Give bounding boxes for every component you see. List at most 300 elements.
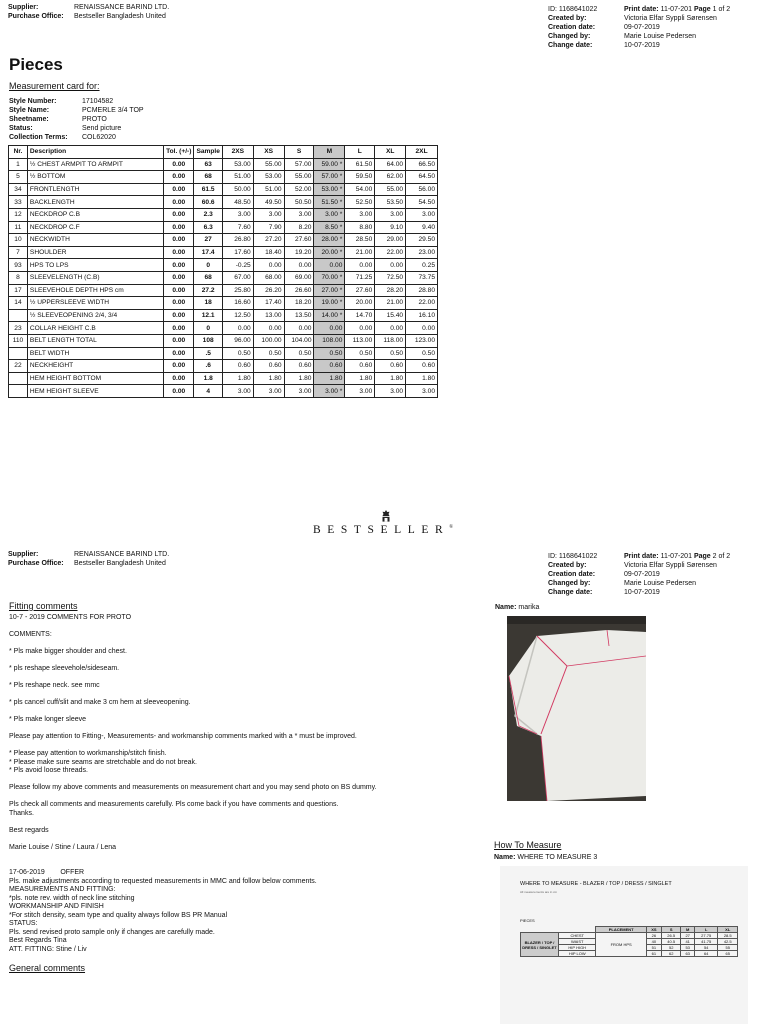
- cell-v2xl: 64.50: [406, 171, 438, 184]
- table-row: [9, 234, 438, 247]
- htm-cell: 51: [646, 945, 661, 951]
- cell-desc: SLEEVELENGTH (C.B): [27, 271, 163, 284]
- fitting-comments-text: 10-7 - 2019 COMMENTS FOR PROTO COMMENTS: * Pls make bigger shoulder and chest. * pls reshape sleevehole/sideseam. * Pls reshape neck. see mmc * pls cancel cuff/slit and make 3 cm hem at sleeveopening. * Pls make longer sleeve Please pay attention to Fitting-, Measurements- and workmanship comments marked with a * must be improved. * Please pay attention to workmanship/stitch finish. * Please make sure seams are stretchable and do not break. * Pls avoid loose threads. Please follow my above comments and measurements on measurement chart and you may send photo on BS dummy. Pls check all comments and measurements carefully. Pls come back if you have comments and questions. Thanks. Best regards Marie Louise / Stine / Laura / Lena 17-06-2019 OFFER Pls. make adjustments according to requested measurements in MMC and follow below comments. MEASUREMENTS AND FITTING: *pls. note rev. width of neck line stitching WORKMANSHIP AND FINISH *For stitch density, seam type and quality always follow BS PR Manual STATUS: Pls. send revised proto sample only if changes are carefully made. Best Regards Tina ATT. FITTING: Stine / Liv: [9, 614, 377, 953]
- cell-v2xl: 28.80: [406, 284, 438, 297]
- htm-size-header: XS: [646, 927, 661, 933]
- cell-nr: 10: [9, 234, 28, 247]
- cell-desc: NECKDROP C.B: [27, 208, 163, 221]
- table-row: [9, 360, 438, 373]
- cell-v2xs: 12.50: [222, 309, 253, 322]
- htm-placement-value: FROM HPS: [596, 933, 646, 957]
- cell-vl: 54.00: [345, 183, 375, 196]
- cell-vm: 59.00 *: [314, 158, 345, 171]
- htm-cell: 28.5: [718, 933, 738, 939]
- cell-tol: 0.00: [164, 183, 194, 196]
- how-to-measure-card: [500, 866, 748, 1024]
- column-header: Description: [27, 146, 163, 159]
- cell-vxl: 22.00: [375, 246, 406, 259]
- cell-v2xl: 16.10: [406, 309, 438, 322]
- cell-v2xs: 48.50: [222, 196, 253, 209]
- cell-desc: ½ BOTTOM: [27, 171, 163, 184]
- cell-nr: [9, 347, 28, 360]
- supplier-label: Supplier:: [8, 551, 39, 558]
- cell-vxl: 118.00: [375, 334, 406, 347]
- cell-vm: 14.00 *: [314, 309, 345, 322]
- htm-cell: 27: [681, 933, 694, 939]
- cell-vl: 0.00: [345, 322, 375, 335]
- photo-name-row: [495, 603, 539, 612]
- cell-vl: 28.50: [345, 234, 375, 247]
- cell-v2xl: 54.50: [406, 196, 438, 209]
- cell-v2xs: 3.00: [222, 208, 253, 221]
- cell-tol: 0.00: [164, 158, 194, 171]
- htm-size-header: M: [681, 927, 694, 933]
- style-info-label: Style Name:: [9, 107, 50, 114]
- cell-vxl: 72.50: [375, 271, 406, 284]
- cell-vxs: 100.00: [253, 334, 284, 347]
- print-date-value: 11-07-201: [660, 6, 692, 13]
- cell-sample: .5: [194, 347, 222, 360]
- cell-v2xl: 73.75: [406, 271, 438, 284]
- cell-v2xs: 96.00: [222, 334, 253, 347]
- supplier-value: RENAISSANCE BARIND LTD.: [74, 551, 170, 558]
- style-info-label: Status:: [9, 125, 33, 132]
- cell-tol: 0.00: [164, 284, 194, 297]
- cell-v2xs: 51.00: [222, 171, 253, 184]
- htm-row-name: WAIST: [559, 939, 596, 945]
- cell-v2xl: 3.00: [406, 385, 438, 398]
- purchase-office-label: Purchase Office:: [8, 560, 64, 567]
- cell-sample: 0: [194, 322, 222, 335]
- cell-vm: 57.00 *: [314, 171, 345, 184]
- cell-desc: BACKLENGTH: [27, 196, 163, 209]
- cell-nr: [9, 372, 28, 385]
- cell-nr: 93: [9, 259, 28, 272]
- htm-cell: 27.75: [694, 933, 718, 939]
- htm-row-name: HIP LOW: [559, 951, 596, 957]
- cell-vs: 57.00: [284, 158, 314, 171]
- cell-tol: 0.00: [164, 196, 194, 209]
- cell-v2xl: 0.25: [406, 259, 438, 272]
- cell-vm: 3.00 *: [314, 385, 345, 398]
- cell-vm: 0.50: [314, 347, 345, 360]
- cell-vxl: 0.50: [375, 347, 406, 360]
- cell-nr: 17: [9, 284, 28, 297]
- cell-nr: [9, 385, 28, 398]
- cell-sample: 68: [194, 271, 222, 284]
- supplier-value: RENAISSANCE BARIND LTD.: [74, 4, 170, 11]
- column-header: XL: [375, 146, 406, 159]
- meta-label: Creation date:: [548, 24, 596, 31]
- meta-value: 10-07-2019: [624, 589, 660, 596]
- cell-v2xl: 9.40: [406, 221, 438, 234]
- cell-nr: 33: [9, 196, 28, 209]
- cell-vxs: 26.20: [253, 284, 284, 297]
- meta-value: 09-07-2019: [624, 571, 660, 578]
- cell-sample: 17.4: [194, 246, 222, 259]
- cell-vxs: 68.00: [253, 271, 284, 284]
- cell-vs: 1.80: [284, 372, 314, 385]
- cell-vm: 1.80: [314, 372, 345, 385]
- meta-value: Marie Louise Pedersen: [624, 33, 696, 40]
- cell-vxl: 1.80: [375, 372, 406, 385]
- cell-tol: 0.00: [164, 259, 194, 272]
- cell-v2xs: 25.80: [222, 284, 253, 297]
- htm-cell: 55: [718, 945, 738, 951]
- print-date-value: 11-07-201: [660, 553, 692, 560]
- cell-v2xl: 3.00: [406, 208, 438, 221]
- table-row: [9, 158, 438, 171]
- cell-v2xl: 123.00: [406, 334, 438, 347]
- document-id: ID: 1168641022: [548, 6, 598, 13]
- cell-vxl: 0.60: [375, 360, 406, 373]
- cell-vxl: 9.10: [375, 221, 406, 234]
- purchase-office-value: Bestseller Bangladesh United: [74, 13, 166, 20]
- cell-sample: 61.5: [194, 183, 222, 196]
- table-header-row: [9, 146, 438, 159]
- cell-vs: 26.60: [284, 284, 314, 297]
- cell-vs: 55.00: [284, 171, 314, 184]
- cell-v2xs: 0.60: [222, 360, 253, 373]
- cell-nr: 12: [9, 208, 28, 221]
- cell-vl: 113.00: [345, 334, 375, 347]
- cell-v2xs: 67.00: [222, 271, 253, 284]
- cell-vm: 0.60: [314, 360, 345, 373]
- cell-vs: 18.20: [284, 297, 314, 310]
- cell-vxl: 62.00: [375, 171, 406, 184]
- cell-vm: 51.50 *: [314, 196, 345, 209]
- table-row: [9, 372, 438, 385]
- table-row: [9, 297, 438, 310]
- cell-vm: 70.00 *: [314, 271, 345, 284]
- column-header: L: [345, 146, 375, 159]
- fitting-comments-heading: Fitting comments: [9, 601, 78, 611]
- table-row: [9, 271, 438, 284]
- meta-label: Change date:: [548, 589, 593, 596]
- cell-sample: 68: [194, 171, 222, 184]
- table-row: [9, 183, 438, 196]
- how-to-measure-card-sub: All measurements are in cm: [520, 890, 558, 894]
- htm-cell: 40.5: [661, 939, 681, 945]
- meta-label: Changed by:: [548, 33, 591, 40]
- column-header: Tol. (+/-): [164, 146, 194, 159]
- cell-vxs: 1.80: [253, 372, 284, 385]
- column-header: Sample: [194, 146, 222, 159]
- cell-desc: BELT LENGTH TOTAL: [27, 334, 163, 347]
- style-info-value: PCMERLE 3/4 TOP: [82, 107, 144, 114]
- cell-vl: 14.70: [345, 309, 375, 322]
- htm-cell: 62: [661, 951, 681, 957]
- cell-vs: 0.60: [284, 360, 314, 373]
- cell-nr: 14: [9, 297, 28, 310]
- cell-vl: 8.80: [345, 221, 375, 234]
- how-to-measure-name-label: Name:: [494, 854, 516, 861]
- cell-v2xl: 29.50: [406, 234, 438, 247]
- cell-vl: 59.50: [345, 171, 375, 184]
- cell-v2xs: 16.60: [222, 297, 253, 310]
- meta-value: Marie Louise Pedersen: [624, 580, 696, 587]
- table-row: [9, 246, 438, 259]
- cell-vxl: 28.20: [375, 284, 406, 297]
- cell-vm: 8.50 *: [314, 221, 345, 234]
- table-row: [9, 334, 438, 347]
- cell-vxl: 21.00: [375, 297, 406, 310]
- page2-supplier-block: [8, 550, 169, 568]
- cell-v2xl: 23.00: [406, 246, 438, 259]
- cell-desc: SLEEVEHOLE DEPTH HPS cm: [27, 284, 163, 297]
- cell-v2xs: 50.00: [222, 183, 253, 196]
- garment-photo: [507, 616, 646, 801]
- cell-nr: 5: [9, 171, 28, 184]
- style-info-label: Sheetname:: [9, 116, 49, 123]
- cell-sample: 27.2: [194, 284, 222, 297]
- cell-nr: 8: [9, 271, 28, 284]
- cell-nr: 11: [9, 221, 28, 234]
- brand-logo: BESTSELLER®: [313, 524, 454, 536]
- cell-vxs: 0.00: [253, 322, 284, 335]
- cell-tol: 0.00: [164, 171, 194, 184]
- meta-value: 09-07-2019: [624, 24, 660, 31]
- cell-v2xl: 0.60: [406, 360, 438, 373]
- cell-vs: 0.00: [284, 259, 314, 272]
- cell-tol: 0.00: [164, 334, 194, 347]
- cell-vxl: 3.00: [375, 208, 406, 221]
- cell-nr: [9, 309, 28, 322]
- page-title: Pieces: [9, 55, 63, 74]
- cell-sample: 60.6: [194, 196, 222, 209]
- table-row: [9, 385, 438, 398]
- how-to-measure-name-value: WHERE TO MEASURE 3: [517, 854, 598, 861]
- cell-vxs: 27.20: [253, 234, 284, 247]
- column-header: Nr.: [9, 146, 28, 159]
- style-info-block: [9, 97, 144, 142]
- cell-vs: 104.00: [284, 334, 314, 347]
- how-to-measure-card-heading: WHERE TO MEASURE - BLAZER / TOP / DRESS / SINGLET: [520, 881, 672, 887]
- style-info-label: Style Number:: [9, 98, 57, 105]
- cell-vm: 108.00: [314, 334, 345, 347]
- cell-tol: 0.00: [164, 221, 194, 234]
- how-to-measure-table: [520, 926, 738, 957]
- cell-vs: 3.00: [284, 208, 314, 221]
- cell-tol: 0.00: [164, 385, 194, 398]
- cell-vxs: 0.50: [253, 347, 284, 360]
- cell-vm: 0.00: [314, 259, 345, 272]
- cell-tol: 0.00: [164, 360, 194, 373]
- cell-vxs: 3.00: [253, 385, 284, 398]
- table-row: [9, 196, 438, 209]
- style-info-value: 17104582: [82, 98, 114, 105]
- cell-tol: 0.00: [164, 347, 194, 360]
- htm-row-name: HIP HIGH: [559, 945, 596, 951]
- cell-vs: 0.50: [284, 347, 314, 360]
- meta-label: Created by:: [548, 15, 587, 22]
- cell-vxl: 53.50: [375, 196, 406, 209]
- htm-cell: 42.5: [718, 939, 738, 945]
- meta-label: Created by:: [548, 562, 587, 569]
- cell-vl: 61.50: [345, 158, 375, 171]
- cell-v2xl: 56.00: [406, 183, 438, 196]
- cell-vl: 52.50: [345, 196, 375, 209]
- cell-vl: 1.80: [345, 372, 375, 385]
- cell-vs: 3.00: [284, 385, 314, 398]
- page-number: 2 of 2: [712, 553, 731, 560]
- htm-size-header: XL: [718, 927, 738, 933]
- style-info-value: PROTO: [82, 116, 107, 123]
- cell-sample: 27: [194, 234, 222, 247]
- htm-cell: 40: [646, 939, 661, 945]
- cell-vl: 0.60: [345, 360, 375, 373]
- cell-tol: 0.00: [164, 208, 194, 221]
- meta-value: Victoria Elfar Syppli Sørensen: [624, 562, 717, 569]
- cell-vxs: 0.00: [253, 259, 284, 272]
- cell-desc: HEM HEIGHT SLEEVE: [27, 385, 163, 398]
- meta-label: Change date:: [548, 42, 593, 49]
- cell-vxl: 0.00: [375, 259, 406, 272]
- purchase-office-label: Purchase Office:: [8, 13, 64, 20]
- cell-vm: 0.00: [314, 322, 345, 335]
- table-row: [9, 221, 438, 234]
- cell-sample: .6: [194, 360, 222, 373]
- htm-size-header: L: [694, 927, 718, 933]
- meta-value: Victoria Elfar Syppli Sørensen: [624, 15, 717, 22]
- cell-v2xs: 7.60: [222, 221, 253, 234]
- cell-tol: 0.00: [164, 372, 194, 385]
- htm-cell: 26: [646, 933, 661, 939]
- cell-v2xs: 26.80: [222, 234, 253, 247]
- cell-tol: 0.00: [164, 309, 194, 322]
- cell-vm: 27.00 *: [314, 284, 345, 297]
- cell-desc: HPS TO LPS: [27, 259, 163, 272]
- cell-sample: 63: [194, 158, 222, 171]
- cell-nr: 1: [9, 158, 28, 171]
- table-row: [9, 259, 438, 272]
- cell-vs: 50.50: [284, 196, 314, 209]
- cell-vxl: 0.00: [375, 322, 406, 335]
- table-row: [9, 284, 438, 297]
- cell-vl: 3.00: [345, 385, 375, 398]
- cell-v2xl: 0.00: [406, 322, 438, 335]
- cell-v2xl: 22.00: [406, 297, 438, 310]
- table-row: [9, 322, 438, 335]
- cell-vxs: 55.00: [253, 158, 284, 171]
- cell-vxs: 7.90: [253, 221, 284, 234]
- measurement-card-heading: Measurement card for:: [9, 81, 100, 91]
- cell-v2xl: 1.80: [406, 372, 438, 385]
- page2-meta-block: [548, 552, 763, 597]
- cell-desc: FRONTLENGTH: [27, 183, 163, 196]
- cell-v2xs: 17.60: [222, 246, 253, 259]
- table-row: [9, 208, 438, 221]
- cell-vm: 28.00 *: [314, 234, 345, 247]
- cell-vxl: 64.00: [375, 158, 406, 171]
- cell-vl: 0.50: [345, 347, 375, 360]
- cell-vxs: 0.60: [253, 360, 284, 373]
- cell-vs: 8.20: [284, 221, 314, 234]
- table-row: [9, 309, 438, 322]
- column-header: 2XL: [406, 146, 438, 159]
- cell-v2xs: -0.25: [222, 259, 253, 272]
- cell-vxs: 13.00: [253, 309, 284, 322]
- htm-cell: 63: [681, 951, 694, 957]
- htm-cell: 52: [661, 945, 681, 951]
- cell-nr: 34: [9, 183, 28, 196]
- how-to-measure-heading: How To Measure: [494, 840, 562, 850]
- cell-vxs: 3.00: [253, 208, 284, 221]
- print-date-label: Print date:: [624, 6, 659, 13]
- purchase-office-value: Bestseller Bangladesh United: [74, 560, 166, 567]
- cell-vl: 71.25: [345, 271, 375, 284]
- cell-v2xl: 0.50: [406, 347, 438, 360]
- cell-vxl: 29.00: [375, 234, 406, 247]
- cell-tol: 0.00: [164, 271, 194, 284]
- cell-tol: 0.00: [164, 297, 194, 310]
- cell-vxs: 18.40: [253, 246, 284, 259]
- cell-desc: SHOULDER: [27, 246, 163, 259]
- table-row: [9, 171, 438, 184]
- cell-nr: 22: [9, 360, 28, 373]
- cell-vxl: 15.40: [375, 309, 406, 322]
- style-info-value: Send picture: [82, 125, 122, 132]
- cell-sample: 0: [194, 259, 222, 272]
- cell-vm: 20.00 *: [314, 246, 345, 259]
- cell-desc: HEM HEIGHT BOTTOM: [27, 372, 163, 385]
- cell-vxs: 53.00: [253, 171, 284, 184]
- htm-cell: 26.5: [661, 933, 681, 939]
- htm-group-label: BLAZER / TOP / DRESS / SINGLET: [521, 933, 559, 957]
- cell-v2xs: 1.80: [222, 372, 253, 385]
- page-label: Page: [693, 6, 711, 13]
- cell-sample: 2.3: [194, 208, 222, 221]
- column-header: 2XS: [222, 146, 253, 159]
- cell-vl: 3.00: [345, 208, 375, 221]
- cell-sample: 18: [194, 297, 222, 310]
- meta-label: Creation date:: [548, 571, 596, 578]
- htm-cell: 41.75: [694, 939, 718, 945]
- cell-v2xs: 0.50: [222, 347, 253, 360]
- meta-label: Changed by:: [548, 580, 591, 587]
- cell-desc: ½ UPPERSLEEVE WIDTH: [27, 297, 163, 310]
- style-info-label: Collection Terms:: [9, 134, 68, 141]
- cell-sample: 108: [194, 334, 222, 347]
- cell-vm: 53.00 *: [314, 183, 345, 196]
- print-date-label: Print date:: [624, 553, 659, 560]
- cell-nr: 110: [9, 334, 28, 347]
- htm-cell: 65: [718, 951, 738, 957]
- htm-cell: 41: [681, 939, 694, 945]
- column-header: S: [284, 146, 314, 159]
- cell-desc: NECKHEIGHT: [27, 360, 163, 373]
- table-row: [9, 347, 438, 360]
- cell-vm: 3.00 *: [314, 208, 345, 221]
- how-to-measure-name-row: [494, 853, 597, 862]
- cell-sample: 12.1: [194, 309, 222, 322]
- cell-vs: 13.50: [284, 309, 314, 322]
- cell-desc: COLLAR HEIGHT C.B: [27, 322, 163, 335]
- how-to-measure-pieces-label: PIECES: [520, 918, 535, 923]
- supplier-label: Supplier:: [8, 4, 39, 11]
- cell-nr: 7: [9, 246, 28, 259]
- htm-placement-header: PLACEMENT: [596, 927, 646, 933]
- cell-tol: 0.00: [164, 246, 194, 259]
- cell-vs: 69.00: [284, 271, 314, 284]
- htm-cell: 54: [694, 945, 718, 951]
- style-info-value: COL62020: [82, 134, 116, 141]
- cell-vl: 0.00: [345, 259, 375, 272]
- cell-vs: 52.00: [284, 183, 314, 196]
- cell-vm: 19.00 *: [314, 297, 345, 310]
- cell-vs: 0.00: [284, 322, 314, 335]
- meta-value: 10-07-2019: [624, 42, 660, 49]
